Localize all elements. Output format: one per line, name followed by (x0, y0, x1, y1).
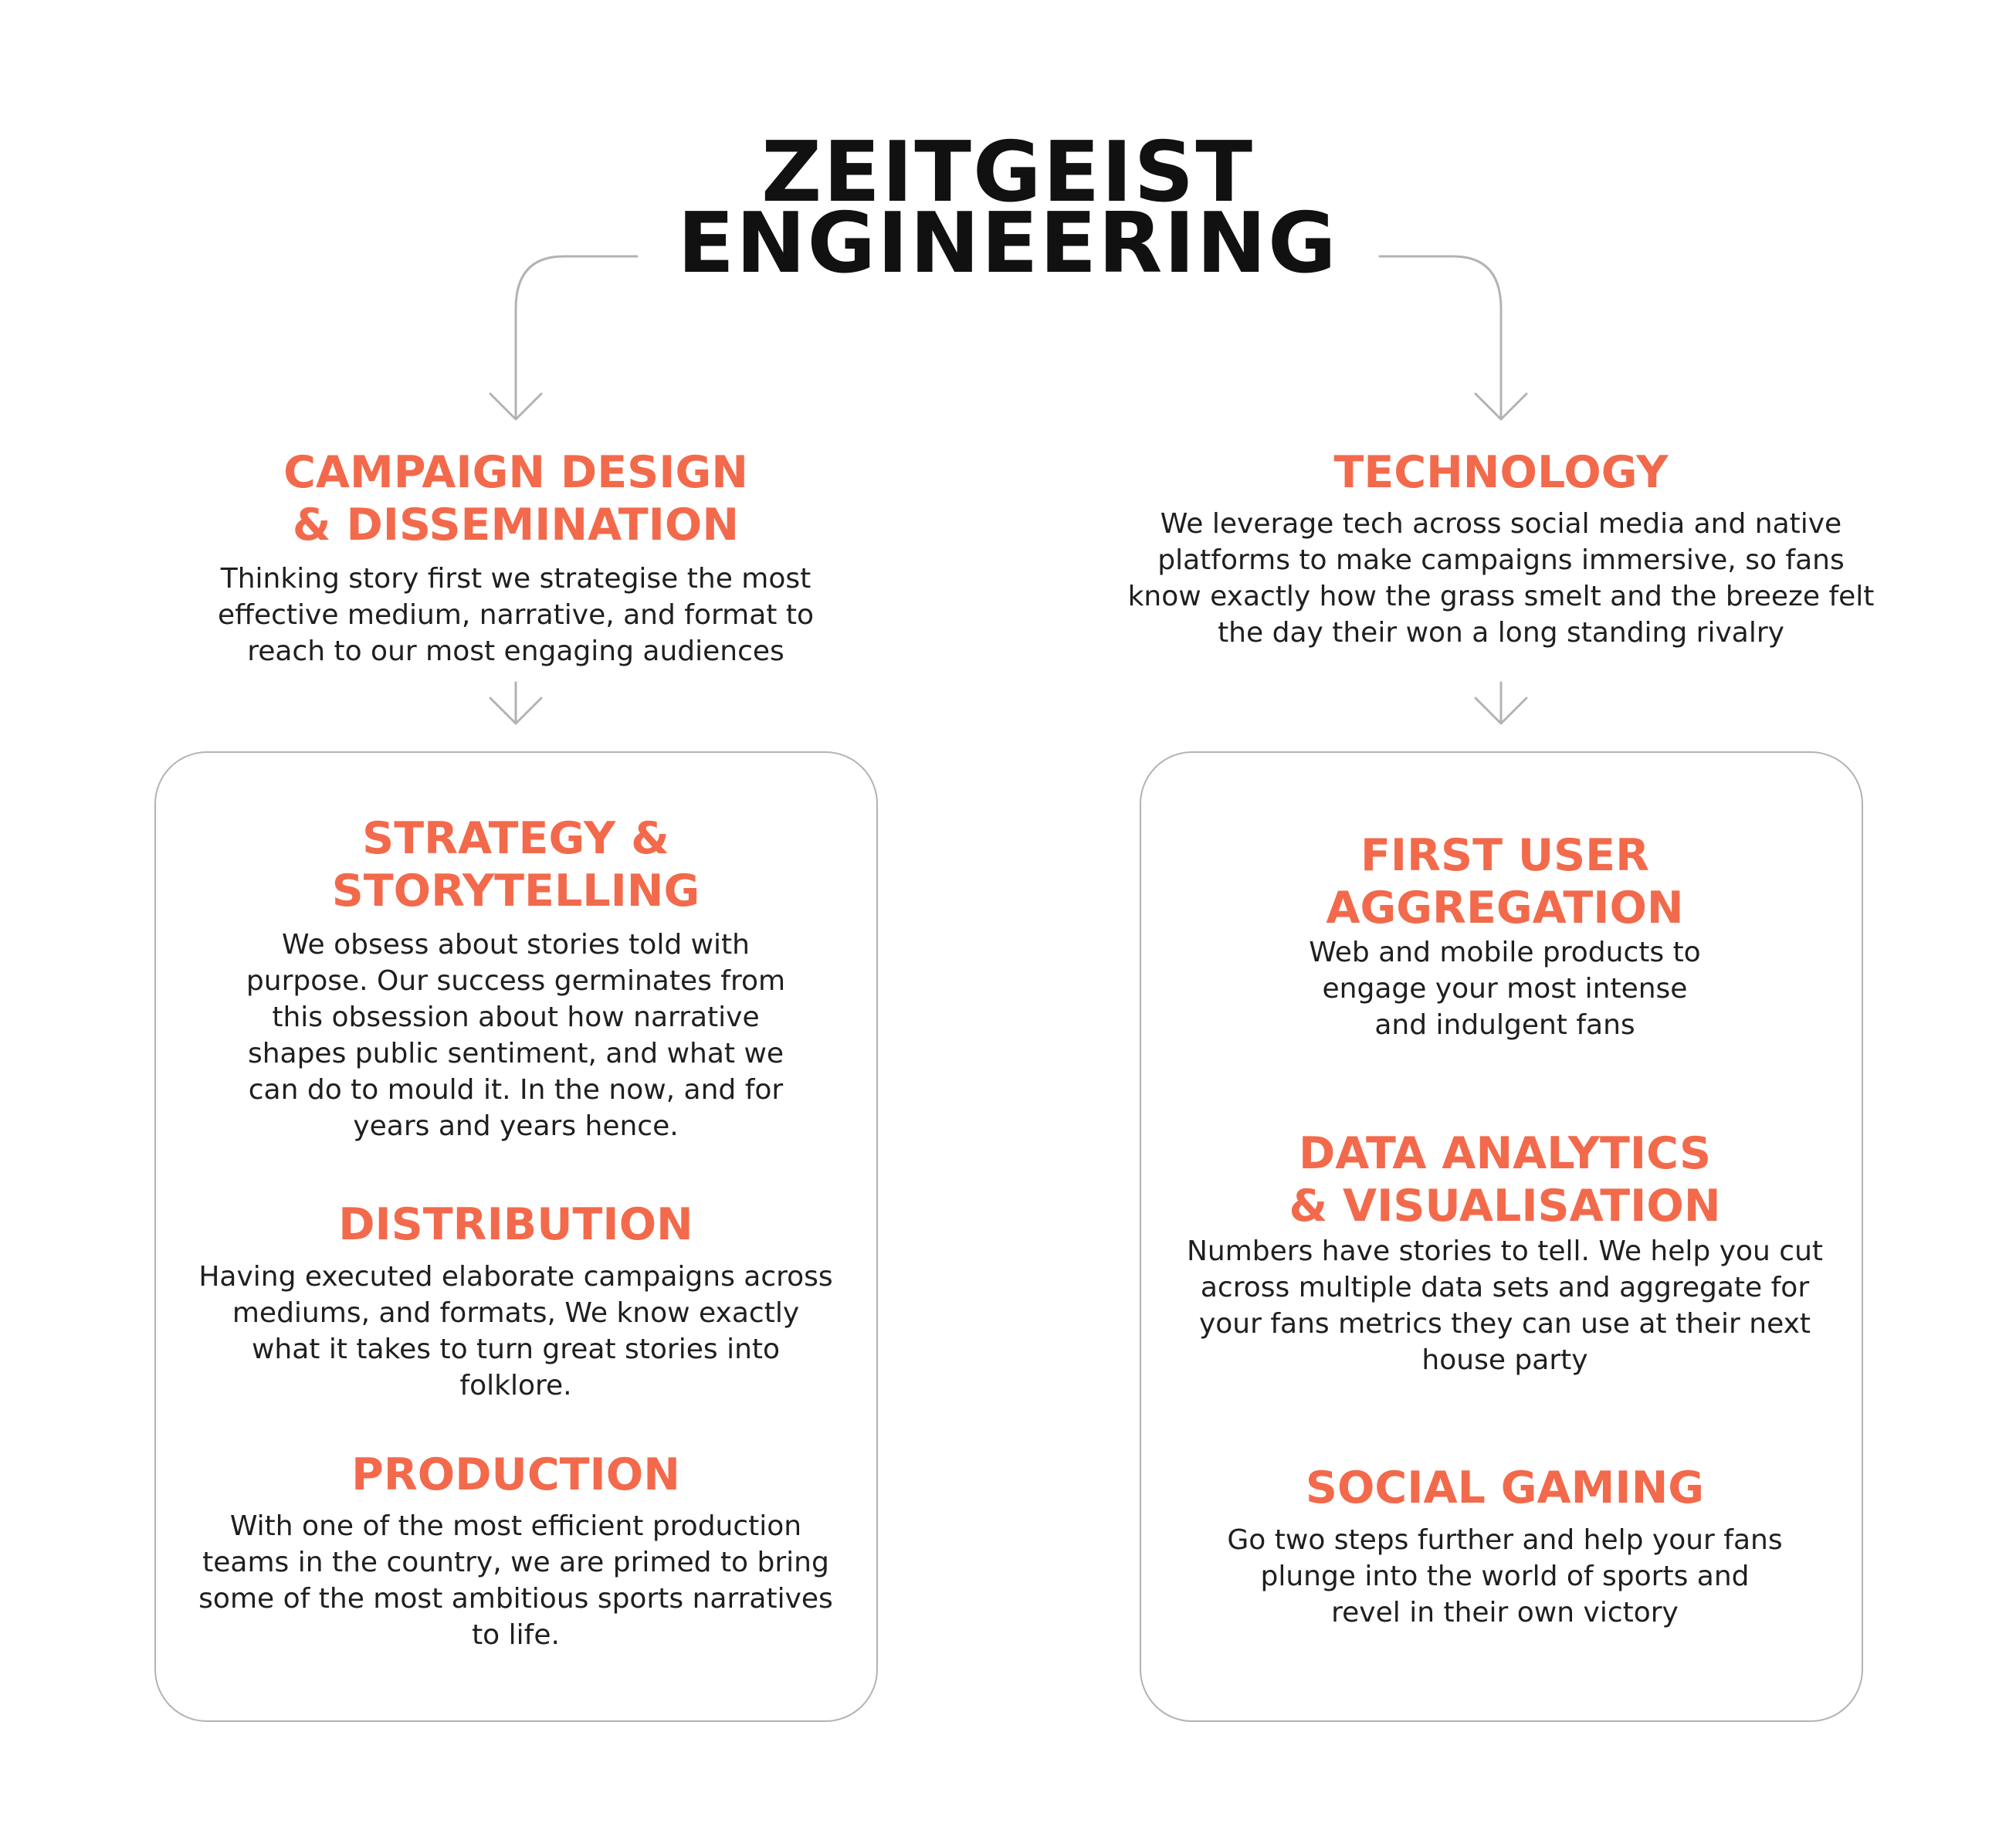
description-line: We obsess about stories told with (282, 929, 750, 961)
description-line: platforms to make campaigns immersive, so fans (1157, 544, 1845, 576)
description-line: to life. (472, 1619, 560, 1651)
heading-line: TECHNOLOGY (1333, 447, 1669, 498)
description-line: years and years hence. (353, 1110, 679, 1142)
description-line: teams in the country, we are primed to bring (202, 1547, 829, 1578)
description-line: and indulgent fans (1374, 1009, 1635, 1041)
data-analytics-heading (1157, 1127, 1852, 1232)
heading-line: DISTRIBUTION (338, 1199, 693, 1250)
social-gaming-heading (1196, 1462, 1814, 1514)
strategy-storytelling-description (168, 927, 863, 1144)
title-line-1: ZEITGEIST (761, 124, 1254, 221)
technology-heading (1192, 446, 1810, 499)
first-user-aggregation-description (1157, 934, 1852, 1043)
description-line: Having executed elaborate campaigns across (198, 1261, 833, 1293)
first-user-aggregation-heading (1196, 829, 1814, 934)
description-line: shapes public sentiment, and what we (247, 1038, 784, 1069)
description-line: reach to our most engaging audiences (247, 635, 784, 667)
description-line: mediums, and formats, We know exactly (232, 1297, 800, 1329)
description-line: plunge into the world of sports and (1260, 1561, 1750, 1592)
production-heading (207, 1449, 825, 1501)
description-line: With one of the most efficient production (229, 1510, 802, 1542)
production-description (168, 1508, 863, 1653)
title-to-left-connector (516, 256, 637, 417)
description-line: the day their won a long standing rivalry (1218, 617, 1784, 649)
description-line: know exactly how the grass smelt and the breeze felt (1127, 581, 1875, 612)
description-line: house party (1421, 1344, 1588, 1376)
technology-description (1115, 506, 1887, 651)
campaign-design-heading (207, 446, 825, 551)
heading-line: STRATEGY & (362, 813, 669, 864)
heading-line: & DISSEMINATION (292, 500, 740, 551)
description-line: Web and mobile products to (1309, 937, 1701, 968)
strategy-storytelling-heading (207, 812, 825, 917)
heading-line: PRODUCTION (351, 1449, 680, 1500)
heading-line: DATA ANALYTICS (1298, 1128, 1712, 1179)
distribution-heading (207, 1198, 825, 1251)
title-line-2: ENGINEERING (677, 195, 1338, 292)
description-line: We leverage tech across social media and native (1160, 508, 1842, 540)
description-line: folklore. (459, 1370, 572, 1401)
heading-line: SOCIAL GAMING (1305, 1462, 1705, 1513)
heading-line: & VISUALISATION (1289, 1181, 1721, 1232)
description-line: Thinking story first we strategise the most (220, 563, 811, 595)
page-title (602, 124, 1413, 292)
heading-line: AGGREGATION (1326, 883, 1684, 934)
description-line: purpose. Our success germinates from (246, 965, 786, 997)
social-gaming-description (1157, 1522, 1852, 1631)
description-line: across multiple data sets and aggregate for (1200, 1272, 1810, 1303)
description-line: revel in their own victory (1331, 1597, 1679, 1629)
description-line: what it takes to turn great stories into (251, 1334, 781, 1365)
campaign-design-description (168, 561, 863, 669)
description-line: can do to mould it. In the now, and for (248, 1074, 784, 1106)
heading-line: CAMPAIGN DESIGN (283, 447, 748, 498)
title-to-right-connector (1380, 256, 1501, 417)
description-line: engage your most intense (1322, 973, 1688, 1005)
heading-line: FIRST USER (1360, 830, 1649, 881)
description-line: your fans metrics they can use at their next (1198, 1308, 1811, 1340)
description-line: Go two steps further and help your fans (1227, 1524, 1783, 1556)
data-analytics-description (1157, 1233, 1852, 1378)
heading-line: STORYTELLING (331, 866, 700, 917)
description-line: some of the most ambitious sports narratives (198, 1583, 833, 1615)
description-line: Numbers have stories to tell. We help you cut (1186, 1235, 1824, 1267)
description-line: effective medium, narrative, and format to (218, 599, 814, 631)
description-line: this obsession about how narrative (272, 1002, 760, 1033)
distribution-description (168, 1259, 863, 1404)
